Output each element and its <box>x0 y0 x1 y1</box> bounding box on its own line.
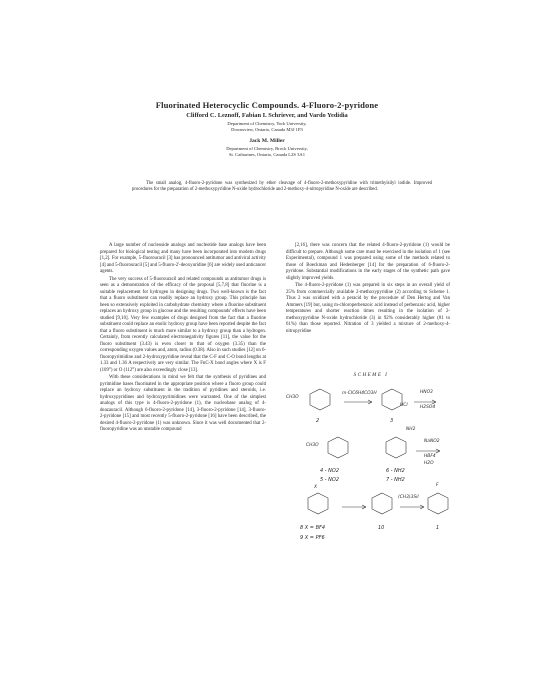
affiliation-block-1 <box>0 121 534 134</box>
pyridine-ring-2 <box>308 387 338 415</box>
body-paragraph: A large number of nucleoside analogs and nucleotide base analogs have been prepared for biological testing and many have been incorporated into modern drugs [1,2]. For example, 5-fluorouracil [3] has pronounced antitumor and antiviral activity [4] and 5-fluorouracil [5] and 5-fluoro-2'-deoxyuridine [6] are widely used anticancer agents. <box>100 243 266 274</box>
reagent-label: H2SO4 <box>420 405 436 410</box>
reagent-label: NaNO2 <box>424 439 440 444</box>
substituent-label: CH3O <box>306 443 319 448</box>
body-paragraph: [2,16], there was concern that the related 4-fluoro-2-pyridone (1) would be difficult to prepare. Although some care must be exercised in the isolation of 1 (see Experimental), compound 1 was prepared using some of the methods related to those of Boeckman and Hedenberger [14] for the preparation of 6-fluoro-2-pyridone. Substantial modifications in the early stages of the synthetic path gave slightly improved yields. <box>286 243 450 281</box>
reagent-label: HBF4 <box>424 454 436 459</box>
second-author: Jack M. Miller <box>249 138 285 144</box>
compound-number-6: 6 - NH2 <box>386 468 405 474</box>
compound-number-9: 9 X = PF6 <box>300 535 325 541</box>
reaction-arrow <box>342 504 368 510</box>
reaction-arrow <box>400 504 426 510</box>
pyridine-n-oxide-ring-3 <box>380 387 410 415</box>
reagent-label: m-ClC6H4CO3H <box>342 391 377 396</box>
reagent-label: (CH3)3SiI <box>398 495 419 500</box>
pyridine-ring-10 <box>370 491 400 519</box>
abstract: The small analog, 4-fluoro-2-pyridone was synthesized by ether cleavage of 4-fluoro-2-methoxypyridine with trimethylsilyl iodide. Improved procedures for the preparation of 2-methoxypyridine N-oxide hydrochloride and 2-methoxy-4-nitropyridine N-oxide are described. <box>132 181 432 193</box>
body-column-left <box>100 243 266 434</box>
compound-number-4: 4 - NO2 <box>320 468 340 474</box>
compound-number-2: 2 <box>316 418 320 424</box>
pyridone-ring-1 <box>426 491 456 519</box>
body-column-right <box>286 243 450 335</box>
affiliation-line: Department of Chemistry, Brock University, <box>226 146 308 151</box>
compound-number-7: 7 - NH2 <box>386 477 405 483</box>
affiliation-block-2 <box>0 146 534 159</box>
reagent-label: H2O <box>424 461 434 466</box>
body-paragraph: The 4-fluoro-2-pyridone (1) was prepared in six steps in an overall yield of 25% from commercially available 2-methoxypyridine (2) according to Scheme 1. Thus 2 was oxidized with a peracid by the procedure of Den Hertog and Van Ammers [19] but, using m-chloroperbenzoic acid instead of perbenzoic acid, higher temperatures and shorter reaction times resulting in the isolation of 2-methoxypyridine N-oxide hydrochloride (3) in 92% considerably higher (81 to 61%) than those reported. Nitration of 3 yielded a mixture of 2-methoxy-4-nitropyridine <box>286 283 450 334</box>
compound-number-3: 3 <box>390 418 394 424</box>
body-paragraph: The very success of 5-fluorouracil and related compounds as antitumor drugs is seen as a demonstration of the efficacy of the proposal [5,7,8] that fluorine is a suitable replacement for hydrogen in designing drugs. Two well-known is the fact that a fluoro substituent can readily replace an hydroxy group. This principle has been so extensively exploited in carbohydrate chemistry where a fluorine substituent replaces an hydroxy group in glucose and the resulting compounds' effects have been studied [9,10]. Very few examples of drugs designed from the fact that a fluorine substituent could replace an enolic hydroxy group have been reported despite the fact that a fluoro substituent is much more similar to a hydroxy group than a hydrogen. Certainly, from recently calculated electronegativity figures [11], the value for the fluoro substituent (3.43) is even closer to that of oxygen (3.35) than the corresponding oxygen values and, atom, radius (0.38). Also in such studies [12] on 6-fluoropyrimidine and 2-hydroxypyridine reveal that the C-F and C-O bond lengths at 1.33 and 1.36 A respectively are very similar. The FnC-X bond angles where X is F (109°) or O (112°) are also exceedingly close [13]. <box>100 276 266 373</box>
amine-label: NH2 <box>406 427 416 432</box>
author-line: Clifford C. Leznoff, Fabian I. Schriever, and Vardo Yedidia <box>186 112 348 119</box>
pyridinium-ring-8 <box>306 491 336 519</box>
reaction-arrow <box>344 399 374 405</box>
x-label: X <box>314 485 318 490</box>
affiliation-line: Department of Chemistry, York University, <box>227 121 307 126</box>
fluoro-label: F <box>436 483 439 488</box>
hcl-label: HCl <box>400 403 408 408</box>
scheme-title: SCHEME I <box>353 373 389 378</box>
substituent-label: CH3O <box>286 395 299 400</box>
pyridine-ring-4 <box>326 435 356 463</box>
affiliation-line: St. Catharines, Ontario, Canada L2S 3A1 <box>228 152 306 158</box>
reagent-label: HNO3 <box>420 390 433 395</box>
compound-number-10: 10 <box>378 525 385 531</box>
body-paragraph: With these considerations in mind we felt that the synthesis of pyridines and pyrimidine bases fluorinated in the appropriate position where a fluoro group could replace an hydroxy substituent in the tradition of pyridines and steroids, i.e. hydroxypyridines and hydroxypyrimidines were warranted. One of the simplest analogs of this type is 4-fluoro-2-pyridone (1), the nucleobase analog of 4-deazauracil. Although 6-fluoro-2-pyridone [14], 3-fluoro-2-pyridone [14], 3-fluoro-2-pyridone [15] and most recently 5-fluoro-2-pyridone [16] have been described, the desired 4-fluoro-2-pyridone (1) was unknown. Since it was well documented that 2-fluoropyridine was an unstable compound <box>100 375 266 432</box>
reaction-scheme <box>286 373 456 628</box>
compound-number-8: 8 X = BF4 <box>300 525 326 531</box>
compound-number-5: 5 - NO2 <box>320 477 340 483</box>
affiliation-line: Downsview, Ontario, Canada M3J 1P3 <box>231 127 303 133</box>
paper-title: Fluorinated Heterocyclic Compounds. 4-Fluoro-2-pyridone <box>155 100 379 110</box>
compound-number-1: 1 <box>436 525 440 531</box>
pyridine-ring-6 <box>384 435 414 463</box>
